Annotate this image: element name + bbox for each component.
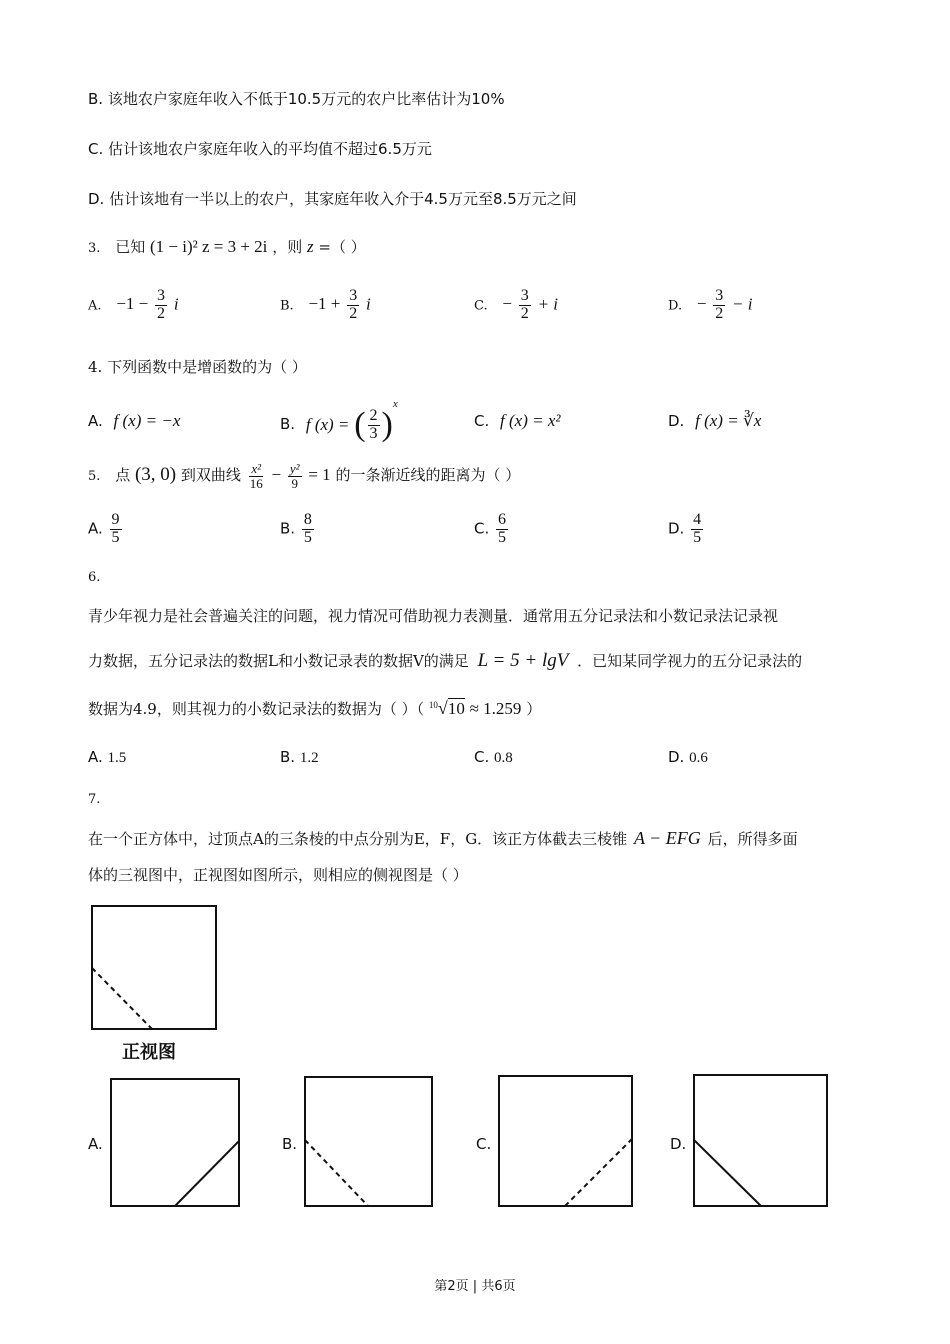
denominator: 2 — [349, 304, 358, 322]
dashed-diagonal-line — [305, 1140, 368, 1206]
numerator: 3 — [157, 287, 166, 304]
option-lead: −1 + — [308, 294, 341, 314]
q5-stem — [88, 462, 520, 490]
q7-line-1-pre: 在一个正方体中，过顶点A的三条棱的中点分别为E，F，G．该正方体截去三棱锥 — [88, 830, 628, 848]
q6-number: 6. — [88, 570, 101, 585]
fraction — [288, 462, 302, 490]
q5-pre: 点 — [115, 466, 131, 485]
denominator: 2 — [157, 304, 166, 322]
option-trail: − i — [732, 294, 753, 314]
q7-line-1 — [88, 828, 798, 849]
q6-line-3-post: ） — [526, 700, 542, 718]
q6-option-b — [280, 748, 319, 767]
q4-option-b — [280, 398, 398, 442]
front-view-square — [92, 906, 216, 1029]
q4-stem: 4. 下列函数中是增函数的为（ ） — [88, 358, 307, 376]
q2-option-b: B. 该地农户家庭年收入不低于10.5万元的农户比率估计为10% — [88, 90, 505, 108]
q6-option-d — [668, 748, 708, 767]
denominator: 3 — [369, 424, 378, 442]
option-trail: i — [365, 294, 371, 314]
front-view-dashed-line — [92, 968, 152, 1029]
q7-tetrahedron: A − EFG — [633, 828, 701, 848]
option-label: B. — [280, 415, 296, 433]
q5-mid: 到双曲线 — [180, 466, 241, 485]
root-index: 10 — [428, 700, 438, 710]
q5-post: 的一条渐近线的距离为（ ） — [335, 466, 521, 485]
option-label: C. — [474, 412, 490, 430]
option-label: C. — [474, 748, 490, 766]
q7-option-b-figure — [304, 1076, 435, 1209]
denominator: 9 — [291, 475, 298, 491]
q3-z: z — [307, 237, 314, 256]
q5-option-c — [474, 512, 510, 547]
option-expression: f (x) = x² — [500, 411, 561, 430]
q6-line-1: 青少年视力是社会普遍关注的问题，视力情况可借助视力表测量．通常用五分记录法和小数记录法记录视 — [88, 607, 779, 625]
option-label: A. — [88, 298, 102, 314]
option-value: 0.6 — [689, 750, 708, 766]
option-square — [694, 1075, 827, 1206]
q2-option-d: D. 估计该地有一半以上的农户，其家庭年收入介于4.5万元至8.5万元之间 — [88, 190, 577, 208]
denominator: 16 — [249, 475, 263, 491]
q6-line-3-pre: 数据为4.9，则其视力的小数记录法的数据为（ ）（ — [88, 700, 425, 718]
denominator: 2 — [520, 304, 529, 322]
q3-pre: 已知 — [115, 238, 146, 256]
q3-option-d — [668, 288, 752, 323]
q5-option-a — [88, 512, 124, 547]
fraction — [248, 462, 265, 490]
q6-line-2 — [88, 650, 802, 672]
denominator: 2 — [715, 304, 724, 322]
front-view-label: 正视图 — [122, 1042, 176, 1063]
q6-option-a — [88, 748, 126, 767]
q7-line-1-post: 后，所得多面 — [707, 830, 798, 848]
q7-number: 7. — [88, 792, 101, 807]
page-footer: 第2页 | 共6页 — [434, 1279, 516, 1294]
fraction — [691, 512, 703, 547]
option-label: C. — [474, 519, 490, 538]
fraction — [302, 512, 314, 547]
q7-line-2: 体的三视图中，正视图如图所示，则相应的侧视图是（ ） — [88, 866, 468, 884]
q4-option-d — [668, 411, 761, 431]
q7-option-b-label: B. — [282, 1135, 298, 1153]
option-label: B. — [280, 519, 296, 538]
numerator: x² — [251, 461, 262, 476]
numerator: 9 — [111, 511, 120, 528]
denominator: 5 — [303, 528, 312, 546]
option-label: A. — [88, 748, 103, 766]
q3-tail: =（ ） — [318, 238, 366, 256]
option-square — [305, 1077, 432, 1206]
q7-option-a-label: A. — [88, 1135, 103, 1153]
numerator: 3 — [715, 287, 724, 304]
radical-sign: √ — [437, 698, 448, 718]
option-label: C. — [474, 298, 488, 314]
q4-option-c — [474, 411, 561, 431]
q5-option-d — [668, 512, 705, 547]
q3-option-c — [474, 288, 558, 323]
fraction — [368, 408, 380, 443]
q5-option-b — [280, 512, 316, 547]
option-trail: i — [173, 294, 179, 314]
option-expression: f (x) = — [305, 415, 350, 434]
front-view-figure — [90, 904, 220, 1032]
fraction — [519, 288, 531, 323]
equals: = 1 — [308, 465, 331, 485]
solid-diagonal-line — [175, 1141, 239, 1206]
left-paren: ( — [354, 406, 366, 443]
numerator: 8 — [303, 511, 312, 528]
q6-formula: L = 5 + lgV — [477, 650, 569, 671]
exponent: x — [392, 398, 398, 410]
solid-diagonal-line — [694, 1140, 761, 1206]
fraction — [347, 288, 359, 323]
q6-option-c — [474, 748, 513, 767]
numerator: y² — [289, 461, 300, 476]
q3-expression: (1 − i)² z = 3 + 2i — [149, 237, 268, 256]
numerator: 3 — [520, 287, 529, 304]
option-label: D. — [668, 748, 685, 766]
q7-option-d-figure — [693, 1074, 829, 1209]
fraction — [155, 288, 167, 323]
q5-number: 5. — [88, 469, 101, 485]
q7-option-d-label: D. — [670, 1135, 687, 1153]
option-label: B. — [280, 748, 296, 766]
option-label: B. — [280, 298, 294, 314]
q3-post: ，则 — [272, 238, 303, 256]
q2-option-c: C. 估计该地农户家庭年收入的平均值不超过6.5万元 — [88, 140, 432, 158]
q3-option-b — [280, 288, 371, 323]
option-label: A. — [88, 412, 103, 430]
q7-option-a-figure — [110, 1078, 241, 1209]
option-trail: + i — [537, 294, 559, 314]
right-paren: ) — [381, 406, 393, 443]
q3-option-a — [88, 288, 179, 323]
option-label: D. — [668, 412, 685, 430]
q3-stem — [88, 236, 366, 257]
q7-option-c-figure — [498, 1075, 634, 1209]
q7-option-c-label: C. — [476, 1135, 492, 1153]
option-lead: − — [696, 294, 707, 314]
q6-line-2-pre: 力数据，五分记录法的数据L和小数记录表的数据V的满足 — [88, 652, 469, 670]
option-lead: −1 − — [116, 294, 149, 314]
approx-value: ≈ 1.259 — [469, 699, 522, 718]
fraction — [110, 512, 122, 547]
fraction — [713, 288, 725, 323]
option-label: D. — [668, 298, 683, 314]
q6-line-2-post: ．已知某同学视力的五分记录法的 — [577, 652, 803, 670]
option-lead: − — [502, 294, 512, 314]
option-square — [111, 1079, 239, 1206]
option-label: D. — [668, 519, 685, 538]
option-value: 1.2 — [299, 750, 319, 766]
denominator: 5 — [498, 528, 507, 546]
option-value: 0.8 — [494, 750, 513, 766]
option-label: A. — [88, 519, 103, 538]
numerator: 6 — [498, 511, 507, 528]
option-expression: f (x) = −x — [113, 411, 181, 430]
option-square — [499, 1076, 632, 1206]
fraction — [496, 512, 508, 547]
q3-number: 3. — [88, 241, 101, 256]
minus-sign: − — [271, 465, 282, 485]
radicand: 10 — [447, 699, 465, 718]
denominator: 5 — [111, 528, 120, 546]
option-value: 1.5 — [107, 750, 127, 766]
q6-line-3 — [88, 698, 541, 719]
option-expression: f (x) = ∛x — [695, 411, 762, 430]
numerator: 2 — [369, 406, 378, 424]
q4-option-a — [88, 411, 180, 431]
numerator: 3 — [349, 287, 358, 304]
numerator: 4 — [693, 511, 702, 528]
q5-point: (3, 0) — [134, 464, 177, 486]
dashed-diagonal-line — [565, 1139, 632, 1206]
denominator: 5 — [693, 528, 702, 546]
